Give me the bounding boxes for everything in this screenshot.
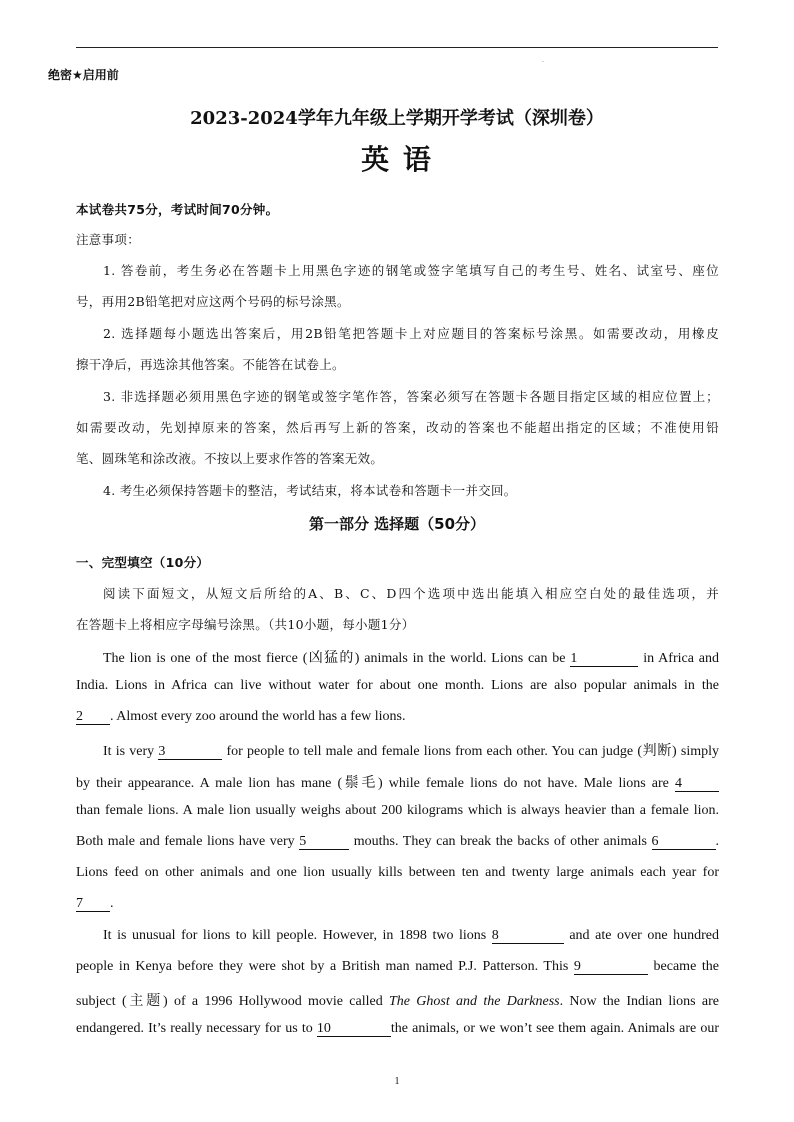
exam-title: 2023-2024学年九年级上学期开学考试（深圳卷） — [190, 108, 604, 129]
dot-mark: . — [542, 57, 544, 64]
passage-line: endangered. It’s really necessary for us to 10 the animals, or we won’t see them again. Animals are our — [76, 1021, 720, 1036]
note-2-line-2: 擦干净后，再选涂其他答案。不能答在试卷上。 — [76, 357, 345, 372]
blank-2: 2 — [76, 710, 110, 725]
blank-10: 10 — [317, 1022, 391, 1037]
passage-line: by their appearance. A male lion has mane (鬃毛) while female lions do not have. Male lions are 4 — [76, 772, 719, 792]
notes-heading: 注意事项： — [76, 232, 141, 247]
blank-7: 7 — [76, 897, 110, 912]
note-4: 4. 考生必须保持答题卡的整洁，考试结束，将本试卷和答题卡一并交回。 — [103, 483, 517, 498]
page-number: 1 — [394, 1076, 400, 1087]
passage-line: subject (主题) of a 1996 Hollywood movie called The Ghost and the Darkness. Now the Indian lions are — [76, 994, 719, 1009]
passage-line: than female lions. A male lion usually weighs about 200 kilograms which is always heavier than a female lion. — [76, 803, 719, 818]
note-2-line-1: 2. 选择题每小题选出答案后，用2B铅笔把答题卡上对应题目的答案标号涂黑。如需要改动，用橡皮 — [103, 326, 719, 341]
top-rule — [76, 47, 718, 48]
blank-4: 4 — [675, 777, 719, 792]
blank-8: 8 — [492, 929, 564, 944]
passage-line: people in Kenya before they were shot by a British man named P.J. Patterson. This 9 became the — [76, 959, 719, 974]
secret-label: 绝密★启用前 — [48, 68, 119, 82]
passage-line: India. Lions in Africa can live without water for about one month. Lions are also popular animals in the — [76, 678, 719, 693]
passage-line: The lion is one of the most fierce (凶猛的) animals in the world. Lions can be 1 in Africa and — [103, 651, 719, 666]
exam-info: 本试卷共75分，考试时间70分钟。 — [76, 202, 279, 217]
passage-line: Both male and female lions have very 5 mouths. They can break the backs of other animals 6 . — [76, 834, 720, 849]
note-3-line-3: 笔、圆珠笔和涂改液。不按以上要求作答的答案无效。 — [76, 451, 384, 466]
passage-line: It is very 3 for people to tell male and female lions from each other. You can judge (判断) simply — [103, 744, 720, 759]
passage-line: 2 . Almost every zoo around the world has a few lions. — [76, 709, 406, 724]
blank-6: 6 — [652, 835, 716, 850]
cloze-heading: 一、完型填空（10分） — [76, 555, 210, 570]
passage-line: 7 . — [76, 896, 114, 911]
blank-1: 1 — [570, 652, 638, 667]
blank-5: 5 — [299, 835, 349, 850]
note-3-line-1: 3. 非选择题必须用黑色字迹的钢笔或签字笔作答，答案必须写在答题卡各题目指定区域的相应位置上； — [103, 389, 719, 404]
subject-title: 英 语 — [361, 143, 433, 176]
note-3-line-2: 如需要改动，先划掉原来的答案，然后再写上新的答案，改动的答案也不能超出指定的区域；不准使用铅 — [76, 420, 719, 435]
note-1-line-2: 号，再用2B铅笔把对应这两个号码的标号涂黑。 — [76, 294, 350, 309]
note-1-line-1: 1. 答卷前，考生务必在答题卡上用黑色字迹的钢笔或签字笔填写自己的考生号、姓名、试室号、座位 — [103, 263, 719, 278]
cloze-instruction-2: 在答题卡上将相应字母编号涂黑。（共10小题，每小题1分） — [76, 617, 415, 632]
passage-line: It is unusual for lions to kill people. However, in 1898 two lions 8 and ate over one hundred — [103, 928, 720, 943]
part1-heading: 第一部分 选择题（50分） — [308, 515, 486, 533]
blank-9: 9 — [574, 960, 648, 975]
cloze-instruction-1: 阅读下面短文，从短文后所给的A、B、C、D四个选项中选出能填入相应空白处的最佳选项，并 — [103, 586, 719, 601]
passage-line: Lions feed on other animals and one lion usually kills between ten and twenty large animals each year for — [76, 865, 719, 880]
movie-title: The Ghost and the Darkness — [389, 994, 560, 1009]
blank-3: 3 — [158, 745, 222, 760]
